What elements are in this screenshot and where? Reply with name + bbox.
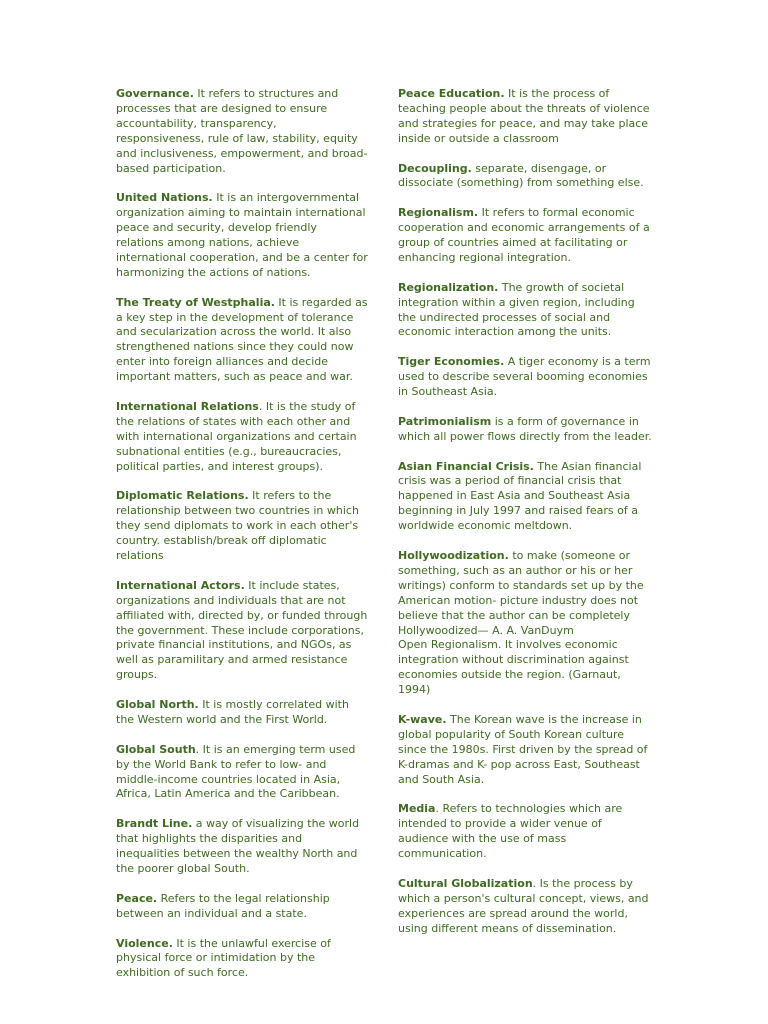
glossary-entry [398,87,654,147]
glossary-term: Regionalism. [398,206,479,220]
glossary-entry [116,817,368,877]
glossary-term: Media [398,802,436,816]
glossary-term: Asian Financial Crisis. [398,459,534,473]
glossary-entry [116,191,368,280]
glossary-entry [116,489,368,564]
glossary-definition: . Is the process by which a person's cultural concept, views, and experiences are spread around the world, using different means of dissemination. [398,876,649,935]
glossary-definition: is a form of governance in which all power flows directly from the leader. [398,414,652,443]
glossary-definition: It refers to the relationship between two countries in which they send diplomats to work in each other's country. establish/break off diplomatic relations [116,489,359,563]
glossary-term: United Nations. [116,191,213,205]
glossary-entry [116,296,368,385]
glossary-term: Regionalization. [398,280,499,294]
glossary-entry [398,802,654,862]
glossary-definition: . It is an emerging term used by the World Bank to refer to low- and middle-income countries located in Asia, Africa, Latin America and the Caribbean. [116,742,356,801]
glossary-definition: It is an intergovernmental organization aiming to maintain international peace and security, develop friendly relations among nations, achieve international cooperation, and be a center for harmonizing the actions of nations. [116,191,368,279]
glossary-term: The Treaty of Westphalia. [116,295,275,309]
glossary-definition: The Asian financial crisis was a period of financial crisis that happened in East Asia and Southeast Asia beginning in July 1997 and raised fears of a worldwide economic meltdown. [398,459,642,533]
glossary-entry [398,713,654,788]
glossary-term: K-wave. [398,712,447,726]
glossary-entry [398,355,654,400]
glossary-entry [116,892,368,922]
glossary-term: Patrimonialism [398,414,492,428]
glossary-definition: It refers to formal economic cooperation and economic arrangements of a group of countries aimed at facilitating or enhancing regional integration. [398,206,650,264]
glossary-entry [398,281,654,341]
glossary-term: Decoupling. [398,161,472,175]
glossary-entry [398,206,654,266]
glossary-term: Brandt Line. [116,817,193,831]
glossary-definition: It is mostly correlated with the Western world and the First World. [116,698,349,726]
right-column [398,87,654,951]
glossary-definition: A tiger economy is a term used to describe several booming economies in Southeast Asia. [398,355,651,399]
glossary-definition: It is the unlawful exercise of physical force or intimidation by the exhibition of such force. [116,936,331,980]
glossary-term: Global North. [116,698,199,712]
glossary-term: Cultural Globalization [398,876,533,890]
glossary-term: Peace. [116,891,158,905]
glossary-definition: a way of visualizing the world that highlights the disparities and inequalities between the wealthy North and the poorer global South. [116,817,360,875]
glossary-entry [398,549,654,698]
glossary-entry [116,400,368,475]
glossary-entry [398,877,654,937]
glossary-definition: . Refers to technologies which are intended to provide a wider venue of audience with the use of mass communication. [398,802,623,861]
glossary-continuation: Open Regionalism. It involves economic integration without discrimination against economies outside the region. (Garnaut, 1994) [398,638,629,697]
glossary-term: Violence. [116,936,173,950]
glossary-term: Peace Education. [398,87,505,100]
glossary-definition: . It is the study of the relations of states with each other and with international organizations and certain subnational entities (e.g., bureaucracies, political parties, and interest groups). [116,399,357,473]
glossary-term: Tiger Economies. [398,355,505,369]
glossary-term: Global South [116,742,196,756]
glossary-term: Governance. [116,87,194,100]
glossary-definition: It refers to structures and processes that are designed to ensure accountability, transparency, responsiveness, rule of law, stability, equity and inclusiveness, empowerment, and broad-based participation. [116,87,368,175]
glossary-term: International Relations [116,399,259,413]
glossary-definition: The growth of societal integration within a given region, including the undirected processes of social and economic interaction among the units. [398,280,635,339]
glossary-entry [398,460,654,535]
glossary-entry [116,698,368,728]
glossary-term: International Actors. [116,578,245,592]
glossary-definition: It include states, organizations and individuals that are not affiliated with, directed by, or funded through the government. These include corporations, private financial institutions, and NGOs, as well as paramilitary and armed resistance groups. [116,578,368,682]
glossary-entry [116,937,368,982]
glossary-definition: to make (someone or something, such as an author or his or her writings) conform to standards set up by the American motion- picture industry does not believe that the author can be completely Hollywoodized— A. A. VanDuym [398,548,644,637]
left-column [116,87,368,996]
glossary-definition: It is regarded as a key step in the development of tolerance and secularization across the world. It also strengthened nations since they could now enter into foreign alliances and decide important matters, such as peace and war. [116,295,368,384]
glossary-definition: The Korean wave is the increase in global popularity of South Korean culture since the 1980s. First driven by the spread of K-dramas and K- pop across East, Southeast and South Asia. [398,712,648,786]
glossary-entry [398,415,654,445]
glossary-entry [116,743,368,803]
glossary-term: Diplomatic Relations. [116,489,249,503]
glossary-definition: separate, disengage, or dissociate (something) from something else. [398,161,644,190]
glossary-definition: Refers to the legal relationship between an individual and a state. [116,891,330,920]
glossary-definition: It is the process of teaching people about the threats of violence and strategies for peace, and may take place inside or outside a classroom [398,87,650,145]
glossary-entry [116,87,368,176]
glossary-term: Hollywoodization. [398,548,509,562]
glossary-entry [398,162,654,192]
glossary-entry [116,579,368,683]
